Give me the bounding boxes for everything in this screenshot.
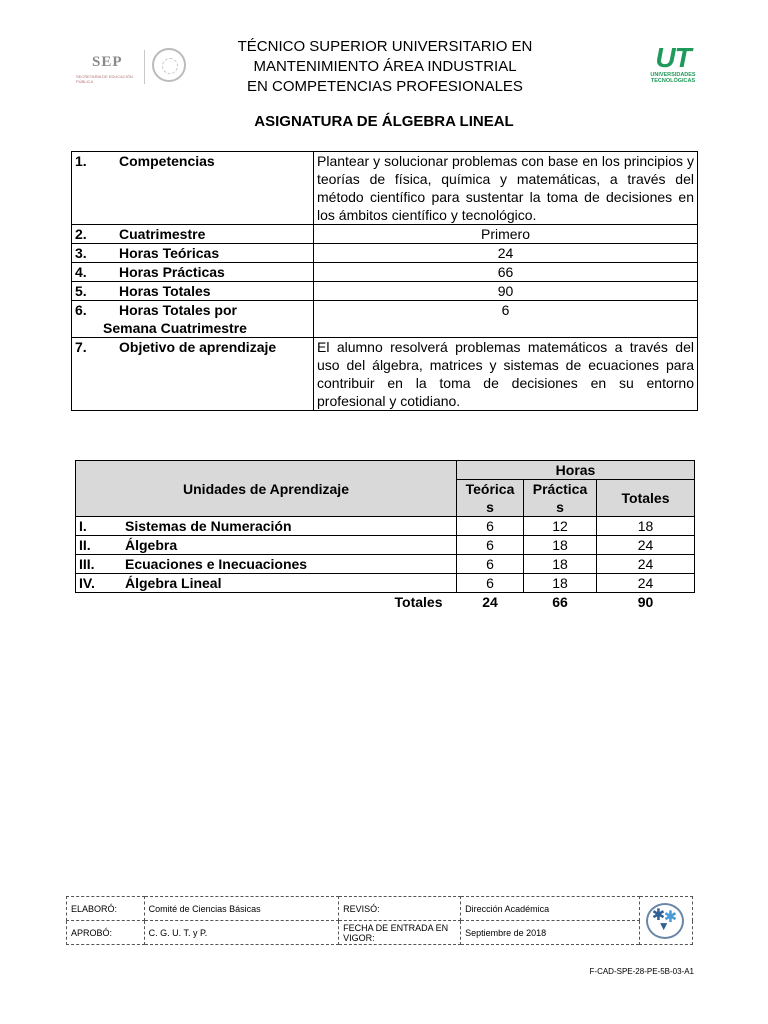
- unit-theory: 6: [457, 555, 524, 574]
- info-label: [72, 152, 314, 225]
- info-label-text: Horas Totales: [119, 283, 211, 299]
- info-label: [72, 282, 314, 301]
- unit-number: I.: [79, 518, 87, 534]
- program-title-line-2: MANTENIMIENTO ÁREA INDUSTRIAL: [253, 58, 517, 75]
- unit-name: [76, 536, 457, 555]
- sep-logo-subtext: SECRETARÍA DE EDUCACIÓN PÚBLICA: [76, 74, 133, 84]
- unit-name-text: Sistemas de Numeración: [125, 518, 292, 534]
- info-value: Primero: [314, 225, 698, 244]
- units-column-header: Unidades de Aprendizaje: [76, 461, 457, 517]
- reviso-value: Dirección Académica: [461, 897, 639, 921]
- info-number: 5.: [75, 283, 87, 299]
- info-value: 66: [314, 263, 698, 282]
- units-header-row: [76, 461, 695, 480]
- institution-logo-icon: ✱ ✱ ▼: [640, 899, 692, 943]
- fecha-value: Septiembre de 2018: [461, 921, 639, 945]
- ut-logo-subtext-2: TECNOLÓGICAS: [650, 78, 696, 84]
- reviso-label: REVISÓ:: [339, 897, 461, 921]
- unit-number: II.: [79, 537, 91, 553]
- info-number: 6.: [75, 302, 87, 318]
- unit-practice: 12: [524, 517, 597, 536]
- subject-info-table: [71, 151, 698, 411]
- total-column-header: Totales: [597, 480, 695, 517]
- info-label: [72, 225, 314, 244]
- info-label-text: Objetivo de aprendizaje: [119, 339, 277, 355]
- unit-name-text: Ecuaciones e Inecuaciones: [125, 556, 308, 572]
- info-label-text: Horas Totales por: [119, 302, 237, 318]
- unit-total: 24: [597, 555, 695, 574]
- sep-logo: [70, 46, 190, 86]
- fecha-label: FECHA DE ENTRADA EN VIGOR:: [339, 921, 461, 945]
- info-number: 4.: [75, 264, 87, 280]
- subject-title: ASIGNATURA DE ÁLGEBRA LINEAL: [254, 113, 514, 130]
- elaboro-label: ELABORÓ:: [67, 897, 145, 921]
- info-row-competencias: [72, 152, 698, 225]
- document-code: F-CAD-SPE-28-PE-5B-03-A1: [589, 967, 694, 976]
- info-label: [72, 263, 314, 282]
- program-title-line-3: EN COMPETENCIAS PROFESIONALES: [247, 78, 523, 95]
- unit-total: 24: [597, 536, 695, 555]
- info-value: 24: [314, 244, 698, 263]
- ut-logo-mark: UT: [655, 42, 691, 73]
- unit-theory: 6: [457, 574, 524, 593]
- info-value: Plantear y solucionar problemas con base en los principios y teorías de física, química y matemáticas, a través del método científico para sustentar la toma de decisiones en los ámbitos científico y tecnológico.: [314, 152, 698, 225]
- mexico-seal-icon: [152, 48, 186, 82]
- info-number: 7.: [75, 339, 87, 355]
- info-number: 1.: [75, 153, 87, 169]
- practice-column-header: Práctica s: [524, 480, 597, 517]
- info-label-text: Cuatrimestre: [119, 226, 206, 242]
- unit-practice: 18: [524, 536, 597, 555]
- sep-logo-text: SEP: [92, 54, 123, 70]
- unit-practice: 18: [524, 555, 597, 574]
- footer-logo-cell: [639, 897, 692, 945]
- info-value: 6: [314, 301, 698, 338]
- unit-name: [76, 517, 457, 536]
- approval-table: [66, 896, 693, 945]
- approval-row-1: [67, 897, 693, 921]
- totals-row: [76, 593, 695, 612]
- totals-label: Totales: [394, 594, 443, 610]
- info-row-horas-totales: [72, 282, 698, 301]
- info-number: 2.: [75, 226, 87, 242]
- unit-theory: 6: [457, 536, 524, 555]
- info-row-cuatrimestre: [72, 225, 698, 244]
- info-label-text: Horas Teóricas: [119, 245, 220, 261]
- approval-row-2: [67, 921, 693, 945]
- info-row-horas-practicas: [72, 263, 698, 282]
- hours-column-header: Horas: [457, 461, 695, 480]
- info-value: 90: [314, 282, 698, 301]
- sep-logo-divider: [144, 50, 145, 84]
- unit-total: 24: [597, 574, 695, 593]
- info-number: 3.: [75, 245, 87, 261]
- ut-logo: [638, 44, 708, 88]
- units-table: [75, 460, 695, 611]
- totals-total: 90: [637, 594, 654, 610]
- ut-logo-subtext-1: UNIVERSIDADES: [650, 72, 696, 78]
- theory-column-header: Teórica s: [457, 480, 524, 517]
- info-label-text: Horas Prácticas: [119, 264, 225, 280]
- table-row: [76, 555, 695, 574]
- info-row-objetivo: [72, 338, 698, 411]
- unit-practice: 18: [524, 574, 597, 593]
- info-label: [72, 301, 314, 338]
- info-label-text-2: Semana Cuatrimestre: [103, 320, 247, 336]
- unit-name: [76, 555, 457, 574]
- info-label: [72, 244, 314, 263]
- program-title: [200, 37, 570, 97]
- unit-name: [76, 574, 457, 593]
- info-label: [72, 338, 314, 411]
- info-row-horas-teoricas: [72, 244, 698, 263]
- totals-theory: 24: [482, 594, 498, 610]
- info-row-horas-semana: [72, 301, 698, 338]
- unit-number: IV.: [79, 575, 95, 591]
- info-value: El alumno resolverá problemas matemáticos a través del uso del álgebra, matrices y sistemas de ecuaciones para contribuir en la toma de decisiones en su entorno profesional y cotidiano.: [314, 338, 698, 411]
- unit-number: III.: [79, 556, 95, 572]
- aprobo-value: C. G. U. T. y P.: [144, 921, 339, 945]
- totals-practice: 66: [552, 594, 568, 610]
- unit-theory: 6: [457, 517, 524, 536]
- table-row: [76, 536, 695, 555]
- unit-total: 18: [597, 517, 695, 536]
- info-label-text: Competencias: [119, 153, 215, 169]
- unit-name-text: Álgebra: [125, 537, 178, 553]
- table-row: [76, 574, 695, 593]
- unit-name-text: Álgebra Lineal: [125, 575, 222, 591]
- program-title-line-1: TÉCNICO SUPERIOR UNIVERSITARIO EN: [237, 38, 533, 55]
- elaboro-value: Comité de Ciencias Básicas: [144, 897, 339, 921]
- aprobo-label: APROBÓ:: [67, 921, 145, 945]
- table-row: [76, 517, 695, 536]
